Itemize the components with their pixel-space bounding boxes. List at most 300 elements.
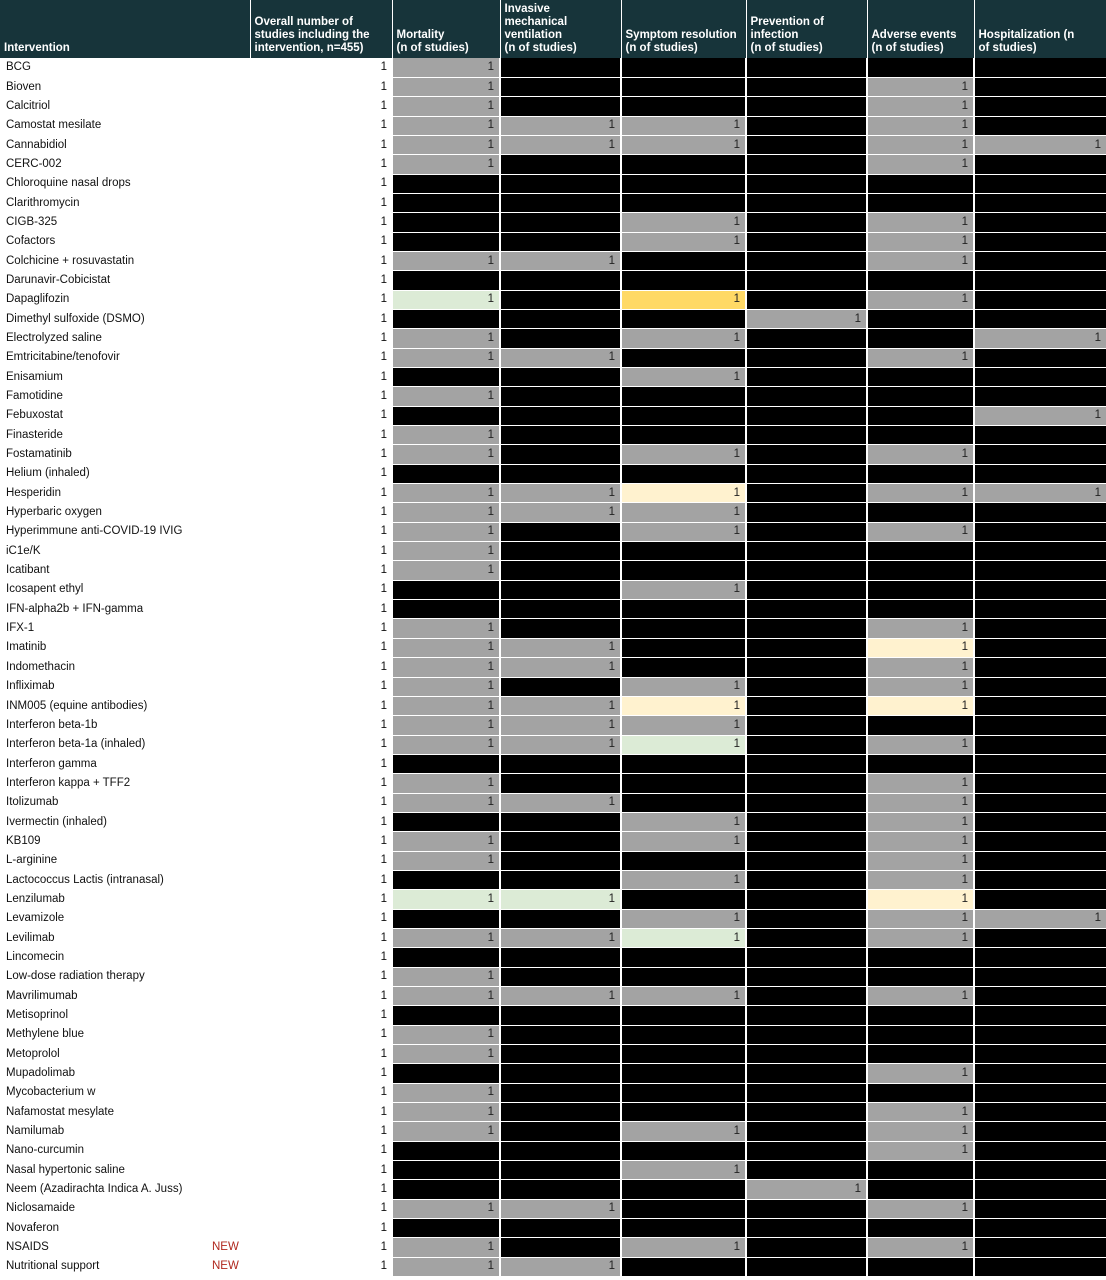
new-flag <box>212 677 250 696</box>
intervention-name: Interferon beta-1a (inhaled) <box>0 735 212 754</box>
hospitalization-cell: 1 <box>974 484 1106 503</box>
study-count: 1 <box>250 1045 392 1064</box>
ventilation-cell <box>500 851 621 870</box>
table-row <box>0 1103 1106 1122</box>
intervention-name: Nasal hypertonic saline <box>0 1161 212 1180</box>
table-row <box>0 135 1106 154</box>
study-count: 1 <box>250 696 392 715</box>
study-count: 1 <box>250 251 392 270</box>
symptom-resolution-cell: 1 <box>621 677 746 696</box>
study-count: 1 <box>250 561 392 580</box>
hospitalization-cell <box>974 77 1106 96</box>
intervention-name: CERC-002 <box>0 155 212 174</box>
prevention-cell <box>746 851 867 870</box>
table-row <box>0 812 1106 831</box>
table-row <box>0 1083 1106 1102</box>
table-row <box>0 909 1106 928</box>
ventilation-cell <box>500 1161 621 1180</box>
study-count: 1 <box>250 619 392 638</box>
adverse-events-cell: 1 <box>867 928 974 947</box>
table-row <box>0 290 1106 309</box>
table-row <box>0 793 1106 812</box>
hospitalization-cell <box>974 503 1106 522</box>
prevention-cell <box>746 97 867 116</box>
ventilation-cell <box>500 1064 621 1083</box>
adverse-events-cell <box>867 58 974 77</box>
header-adverse-events: Adverse events (n of studies) <box>867 0 974 58</box>
new-flag <box>212 1045 250 1064</box>
intervention-name: Cofactors <box>0 232 212 251</box>
adverse-events-cell <box>867 193 974 212</box>
ventilation-cell: 1 <box>500 1199 621 1218</box>
hospitalization-cell <box>974 348 1106 367</box>
mortality-cell: 1 <box>392 1122 500 1141</box>
symptom-resolution-cell: 1 <box>621 870 746 889</box>
ventilation-cell: 1 <box>500 658 621 677</box>
intervention-name: Imatinib <box>0 638 212 657</box>
hospitalization-cell <box>974 309 1106 328</box>
table-row <box>0 580 1106 599</box>
hospitalization-cell <box>974 561 1106 580</box>
new-flag <box>212 774 250 793</box>
new-flag <box>212 1141 250 1160</box>
header-row <box>0 0 1106 58</box>
hospitalization-cell <box>974 522 1106 541</box>
intervention-name: Dimethyl sulfoxide (DSMO) <box>0 309 212 328</box>
ventilation-cell <box>500 774 621 793</box>
symptom-resolution-cell <box>621 77 746 96</box>
study-count: 1 <box>250 213 392 232</box>
adverse-events-cell: 1 <box>867 232 974 251</box>
symptom-resolution-cell: 1 <box>621 213 746 232</box>
symptom-resolution-cell <box>621 890 746 909</box>
mortality-cell: 1 <box>392 1238 500 1257</box>
new-flag <box>212 619 250 638</box>
new-flag <box>212 967 250 986</box>
adverse-events-cell: 1 <box>867 677 974 696</box>
hospitalization-cell <box>974 1141 1106 1160</box>
intervention-name: Calcitriol <box>0 97 212 116</box>
hospitalization-cell <box>974 97 1106 116</box>
prevention-cell <box>746 1238 867 1257</box>
symptom-resolution-cell: 1 <box>621 812 746 831</box>
new-flag <box>212 135 250 154</box>
symptom-resolution-cell <box>621 406 746 425</box>
new-flag <box>212 658 250 677</box>
intervention-name: Levilimab <box>0 928 212 947</box>
intervention-name: Nafamostat mesylate <box>0 1103 212 1122</box>
intervention-name: Dapaglifozin <box>0 290 212 309</box>
symptom-resolution-cell: 1 <box>621 484 746 503</box>
ventilation-cell <box>500 1219 621 1238</box>
ventilation-cell <box>500 909 621 928</box>
new-flag <box>212 426 250 445</box>
prevention-cell <box>746 793 867 812</box>
prevention-cell <box>746 406 867 425</box>
mortality-cell <box>392 1161 500 1180</box>
adverse-events-cell <box>867 174 974 193</box>
prevention-cell <box>746 368 867 387</box>
adverse-events-cell: 1 <box>867 1238 974 1257</box>
ventilation-cell: 1 <box>500 793 621 812</box>
new-flag <box>212 870 250 889</box>
hospitalization-cell <box>974 213 1106 232</box>
mortality-cell <box>392 600 500 619</box>
hospitalization-cell: 1 <box>974 909 1106 928</box>
table-row <box>0 503 1106 522</box>
adverse-events-cell: 1 <box>867 619 974 638</box>
symptom-resolution-cell: 1 <box>621 290 746 309</box>
symptom-resolution-cell <box>621 464 746 483</box>
intervention-name: Fostamatinib <box>0 445 212 464</box>
ventilation-cell <box>500 329 621 348</box>
prevention-cell <box>746 1083 867 1102</box>
intervention-name: Clarithromycin <box>0 193 212 212</box>
study-count: 1 <box>250 1083 392 1102</box>
table-row <box>0 948 1106 967</box>
new-flag <box>212 716 250 735</box>
study-count: 1 <box>250 232 392 251</box>
table-row <box>0 368 1106 387</box>
ventilation-cell <box>500 522 621 541</box>
ventilation-cell <box>500 1122 621 1141</box>
prevention-cell <box>746 619 867 638</box>
symptom-resolution-cell <box>621 948 746 967</box>
hospitalization-cell <box>974 1238 1106 1257</box>
adverse-events-cell: 1 <box>867 77 974 96</box>
new-flag <box>212 928 250 947</box>
table-row <box>0 677 1106 696</box>
mortality-cell: 1 <box>392 619 500 638</box>
ventilation-cell <box>500 1141 621 1160</box>
table-row <box>0 774 1106 793</box>
mortality-cell: 1 <box>392 1257 500 1276</box>
symptom-resolution-cell <box>621 1219 746 1238</box>
header-overall-count: Overall number of studies including the intervention, n=455) <box>250 0 392 58</box>
mortality-cell: 1 <box>392 851 500 870</box>
study-count: 1 <box>250 1219 392 1238</box>
symptom-resolution-cell: 1 <box>621 696 746 715</box>
ventilation-cell: 1 <box>500 116 621 135</box>
hospitalization-cell <box>974 251 1106 270</box>
ventilation-cell <box>500 677 621 696</box>
symptom-resolution-cell <box>621 193 746 212</box>
intervention-name: Emtricitabine/tenofovir <box>0 348 212 367</box>
adverse-events-cell: 1 <box>867 135 974 154</box>
study-count: 1 <box>250 174 392 193</box>
prevention-cell <box>746 890 867 909</box>
intervention-name: Lactococcus Lactis (intranasal) <box>0 870 212 889</box>
mortality-cell: 1 <box>392 658 500 677</box>
ventilation-cell: 1 <box>500 484 621 503</box>
study-count: 1 <box>250 522 392 541</box>
new-flag <box>212 561 250 580</box>
new-flag <box>212 232 250 251</box>
prevention-cell <box>746 909 867 928</box>
intervention-name: Hyperimmune anti-COVID-19 IVIG <box>0 522 212 541</box>
table-row <box>0 658 1106 677</box>
intervention-name: Lincomecin <box>0 948 212 967</box>
prevention-cell <box>746 135 867 154</box>
symptom-resolution-cell: 1 <box>621 928 746 947</box>
intervention-name: NSAIDS <box>0 1238 212 1257</box>
mortality-cell: 1 <box>392 155 500 174</box>
header-invasive-ventilation: Invasive mechanical ventilation (n of studies) <box>500 0 621 58</box>
table-row <box>0 213 1106 232</box>
study-count: 1 <box>250 406 392 425</box>
study-count: 1 <box>250 116 392 135</box>
adverse-events-cell <box>867 561 974 580</box>
intervention-name: iC1e/K <box>0 542 212 561</box>
new-flag <box>212 890 250 909</box>
table-row <box>0 1180 1106 1199</box>
intervention-name: Metisoprinol <box>0 1006 212 1025</box>
symptom-resolution-cell <box>621 58 746 77</box>
ventilation-cell <box>500 232 621 251</box>
ventilation-cell <box>500 580 621 599</box>
header-mortality: Mortality (n of studies) <box>392 0 500 58</box>
hospitalization-cell <box>974 542 1106 561</box>
hospitalization-cell <box>974 716 1106 735</box>
ventilation-cell <box>500 948 621 967</box>
ventilation-cell <box>500 174 621 193</box>
intervention-name: Metoprolol <box>0 1045 212 1064</box>
ventilation-cell <box>500 213 621 232</box>
symptom-resolution-cell: 1 <box>621 716 746 735</box>
study-count: 1 <box>250 774 392 793</box>
ventilation-cell <box>500 619 621 638</box>
new-flag <box>212 58 250 77</box>
prevention-cell <box>746 580 867 599</box>
intervention-name: Enisamium <box>0 368 212 387</box>
ventilation-cell: 1 <box>500 696 621 715</box>
symptom-resolution-cell <box>621 1141 746 1160</box>
mortality-cell: 1 <box>392 58 500 77</box>
new-flag <box>212 271 250 290</box>
symptom-resolution-cell: 1 <box>621 329 746 348</box>
symptom-resolution-cell <box>621 1199 746 1218</box>
study-count: 1 <box>250 542 392 561</box>
symptom-resolution-cell: 1 <box>621 987 746 1006</box>
hospitalization-cell <box>974 1103 1106 1122</box>
prevention-cell <box>746 1141 867 1160</box>
new-flag <box>212 77 250 96</box>
symptom-resolution-cell: 1 <box>621 368 746 387</box>
ventilation-cell <box>500 77 621 96</box>
new-flag <box>212 174 250 193</box>
table-row <box>0 464 1106 483</box>
symptom-resolution-cell: 1 <box>621 116 746 135</box>
adverse-events-cell <box>867 1083 974 1102</box>
mortality-cell: 1 <box>392 987 500 1006</box>
table-row <box>0 193 1106 212</box>
ventilation-cell: 1 <box>500 928 621 947</box>
hospitalization-cell <box>974 696 1106 715</box>
study-count: 1 <box>250 1064 392 1083</box>
adverse-events-cell: 1 <box>867 793 974 812</box>
mortality-cell <box>392 812 500 831</box>
table-row <box>0 116 1106 135</box>
symptom-resolution-cell: 1 <box>621 503 746 522</box>
mortality-cell: 1 <box>392 561 500 580</box>
table-row <box>0 1064 1106 1083</box>
symptom-resolution-cell <box>621 271 746 290</box>
table-row <box>0 1219 1106 1238</box>
mortality-cell: 1 <box>392 251 500 270</box>
adverse-events-cell: 1 <box>867 1141 974 1160</box>
ventilation-cell <box>500 542 621 561</box>
new-flag <box>212 464 250 483</box>
mortality-cell <box>392 213 500 232</box>
new-flag <box>212 600 250 619</box>
table-row <box>0 271 1106 290</box>
intervention-name: Bioven <box>0 77 212 96</box>
new-flag <box>212 909 250 928</box>
mortality-cell: 1 <box>392 116 500 135</box>
study-count: 1 <box>250 193 392 212</box>
prevention-cell <box>746 696 867 715</box>
hospitalization-cell <box>974 1083 1106 1102</box>
study-count: 1 <box>250 1180 392 1199</box>
ventilation-cell <box>500 1083 621 1102</box>
prevention-cell <box>746 812 867 831</box>
hospitalization-cell <box>974 1025 1106 1044</box>
intervention-name: Niclosamaide <box>0 1199 212 1218</box>
intervention-name: Indomethacin <box>0 658 212 677</box>
symptom-resolution-cell <box>621 600 746 619</box>
study-count: 1 <box>250 1141 392 1160</box>
prevention-cell <box>746 503 867 522</box>
mortality-cell <box>392 580 500 599</box>
study-count: 1 <box>250 909 392 928</box>
table-row <box>0 329 1106 348</box>
ventilation-cell: 1 <box>500 638 621 657</box>
intervention-name: Colchicine + rosuvastatin <box>0 251 212 270</box>
symptom-resolution-cell <box>621 1180 746 1199</box>
new-flag: NEW <box>212 1238 250 1257</box>
ventilation-cell <box>500 754 621 773</box>
hospitalization-cell <box>974 1006 1106 1025</box>
new-flag <box>212 445 250 464</box>
adverse-events-cell <box>867 600 974 619</box>
table-row <box>0 348 1106 367</box>
adverse-events-cell: 1 <box>867 1199 974 1218</box>
ventilation-cell <box>500 290 621 309</box>
mortality-cell <box>392 870 500 889</box>
prevention-cell <box>746 677 867 696</box>
study-count: 1 <box>250 948 392 967</box>
hospitalization-cell <box>974 948 1106 967</box>
table-row <box>0 97 1106 116</box>
hospitalization-cell <box>974 368 1106 387</box>
adverse-events-cell: 1 <box>867 696 974 715</box>
study-count: 1 <box>250 348 392 367</box>
adverse-events-cell: 1 <box>867 987 974 1006</box>
prevention-cell <box>746 387 867 406</box>
table-row <box>0 967 1106 986</box>
intervention-name: Darunavir-Cobicistat <box>0 271 212 290</box>
study-count: 1 <box>250 464 392 483</box>
adverse-events-cell <box>867 368 974 387</box>
adverse-events-cell: 1 <box>867 658 974 677</box>
prevention-cell <box>746 1064 867 1083</box>
prevention-cell <box>746 290 867 309</box>
new-flag <box>212 1180 250 1199</box>
adverse-events-cell: 1 <box>867 851 974 870</box>
adverse-events-cell <box>867 464 974 483</box>
intervention-name: Low-dose radiation therapy <box>0 967 212 986</box>
adverse-events-cell: 1 <box>867 870 974 889</box>
mortality-cell: 1 <box>392 329 500 348</box>
symptom-resolution-cell <box>621 426 746 445</box>
intervention-name: Nutritional support <box>0 1257 212 1276</box>
hospitalization-cell <box>974 464 1106 483</box>
mortality-cell: 1 <box>392 1025 500 1044</box>
ventilation-cell: 1 <box>500 735 621 754</box>
mortality-cell: 1 <box>392 1103 500 1122</box>
prevention-cell <box>746 174 867 193</box>
mortality-cell <box>392 232 500 251</box>
mortality-cell <box>392 1064 500 1083</box>
hospitalization-cell: 1 <box>974 329 1106 348</box>
ventilation-cell <box>500 368 621 387</box>
table-row <box>0 77 1106 96</box>
hospitalization-cell <box>974 619 1106 638</box>
study-count: 1 <box>250 503 392 522</box>
study-count: 1 <box>250 735 392 754</box>
prevention-cell <box>746 754 867 773</box>
ventilation-cell <box>500 406 621 425</box>
hospitalization-cell <box>974 735 1106 754</box>
symptom-resolution-cell: 1 <box>621 1161 746 1180</box>
prevention-cell <box>746 561 867 580</box>
adverse-events-cell: 1 <box>867 1064 974 1083</box>
new-flag <box>212 251 250 270</box>
ventilation-cell <box>500 155 621 174</box>
symptom-resolution-cell: 1 <box>621 1238 746 1257</box>
header-symptom-resolution: Symptom resolution (n of studies) <box>621 0 746 58</box>
adverse-events-cell <box>867 309 974 328</box>
study-count: 1 <box>250 1161 392 1180</box>
new-flag <box>212 309 250 328</box>
table-row <box>0 1238 1106 1257</box>
study-count: 1 <box>250 832 392 851</box>
prevention-cell <box>746 426 867 445</box>
new-flag <box>212 948 250 967</box>
intervention-name: Nano-curcumin <box>0 1141 212 1160</box>
symptom-resolution-cell: 1 <box>621 832 746 851</box>
hospitalization-cell <box>974 928 1106 947</box>
intervention-name: INM005 (equine antibodies) <box>0 696 212 715</box>
table-row <box>0 58 1106 77</box>
hospitalization-cell <box>974 793 1106 812</box>
adverse-events-cell: 1 <box>867 638 974 657</box>
adverse-events-cell: 1 <box>867 213 974 232</box>
hospitalization-cell <box>974 290 1106 309</box>
adverse-events-cell: 1 <box>867 348 974 367</box>
study-count: 1 <box>250 309 392 328</box>
study-count: 1 <box>250 967 392 986</box>
mortality-cell: 1 <box>392 426 500 445</box>
table-row <box>0 1122 1106 1141</box>
symptom-resolution-cell: 1 <box>621 232 746 251</box>
new-flag <box>212 290 250 309</box>
mortality-cell: 1 <box>392 832 500 851</box>
intervention-name: Mycobacterium w <box>0 1083 212 1102</box>
symptom-resolution-cell <box>621 387 746 406</box>
adverse-events-cell <box>867 1257 974 1276</box>
symptom-resolution-cell <box>621 1064 746 1083</box>
